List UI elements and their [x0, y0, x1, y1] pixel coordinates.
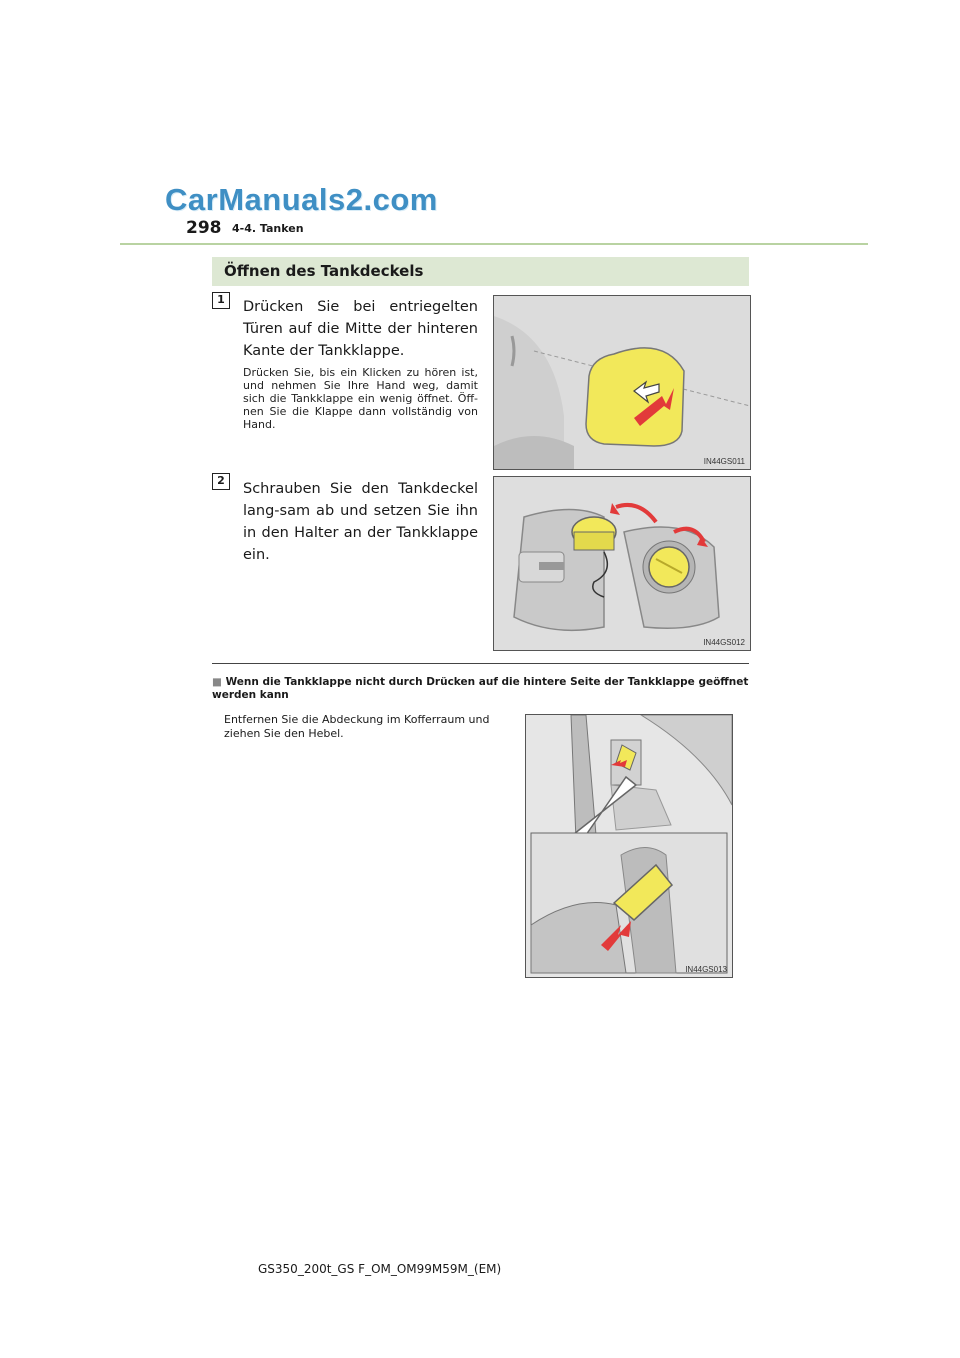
section-title-bar	[212, 257, 749, 286]
figure-fuel-cap-unscrew	[493, 476, 751, 651]
figure-trunk-lever	[525, 714, 733, 978]
page-number: 298	[186, 218, 222, 238]
section-title: Öffnen des Tankdeckels	[224, 262, 424, 280]
step-1-text: Drücken Sie bei entriegelten Türen auf die Mitte der hinteren Kante der Tankklappe.	[243, 299, 478, 359]
figure-code: IN44GS011	[703, 457, 745, 466]
bullet-square-icon: ■	[212, 676, 222, 688]
section-reference: 4-4. Tanken	[232, 222, 304, 235]
step-2-text: Schrauben Sie den Tankdeckel lang-sam ab und setzen Sie ihn in den Halter an der Tankklappe ein.	[243, 481, 478, 563]
figure-fuel-door-press	[493, 295, 751, 470]
footer-document-id: GS350_200t_GS F_OM_OM99M59M_(EM)	[258, 1262, 502, 1276]
note-divider	[212, 663, 749, 664]
note-heading-text: Wenn die Tankklappe nicht durch Drücken auf die hintere Seite der Tankklappe geöffnet werden kann	[212, 676, 749, 701]
figure-code: IN44GS012	[703, 638, 745, 647]
watermark-logo: CarManuals2.com	[165, 182, 438, 217]
note-heading	[212, 676, 749, 702]
header-rule	[120, 243, 868, 245]
figure-code: IN44GS013	[685, 965, 727, 974]
step-2-badge: 2	[212, 473, 230, 490]
step-1-badge: 1	[212, 292, 230, 309]
note-body: Entfernen Sie die Abdeckung im Kofferraum und ziehen Sie den Hebel.	[224, 713, 490, 740]
step-1-detail: Drücken Sie, bis ein Klicken zu hören ist, und nehmen Sie Ihre Hand weg, damit sich die Tankklappe ein wenig öffnet. Öff-nen Sie die Klappe dann vollständig von Hand.	[243, 366, 478, 431]
